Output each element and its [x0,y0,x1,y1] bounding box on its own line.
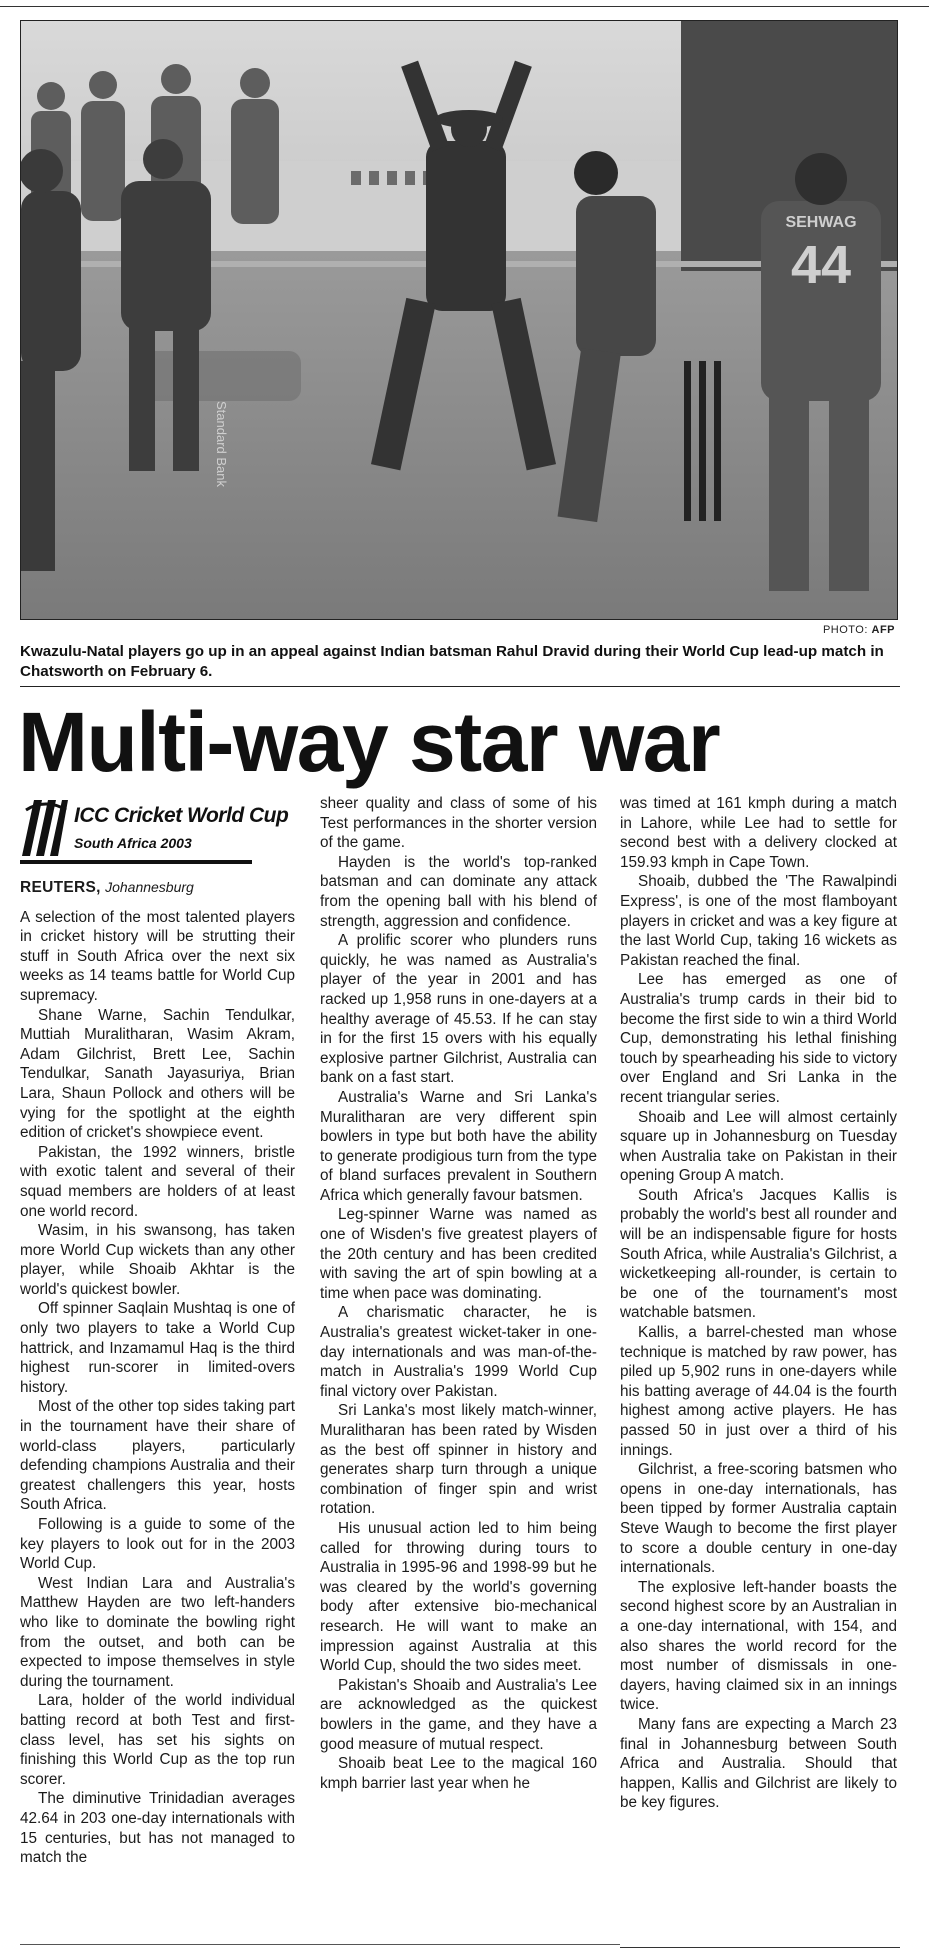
paragraph: A selection of the most talented players in cricket history will be strutting their stuff in South Africa over the next six weeks as 14 teams battle for World Cup supremacy. [20,908,295,1004]
paragraph: Shane Warne, Sachin Tendulkar, Muttiah Muralitharan, Wasim Akram, Adam Gilchrist, Brett Lee, Sachin Tendulkar, Sanath Jayasuriya, Brian Lara, Shaun Pollock and others will be vying for the spotlight at the eighth edition of cricket's showpiece event. [20,1006,295,1142]
paragraph: Australia's Warne and Sri Lanka's Muralitharan are very different spin bowlers in type but both have the ability to generate prodigious turn from the type of bland surfaces prevalent in Southern Africa which generally favour batsmen. [320,1088,597,1204]
agency: REUTERS, [20,879,101,896]
paragraph: was timed at 161 kmph during a match in Lahore, while Lee had to settle for second best with a delivery clocked at 159.93 kmph in Cape Town. [620,795,897,871]
credit-label: PHOTO: [822,624,868,636]
paragraph: Wasim, in his swansong, has taken more World Cup wickets than any other player, while Shoaib Akhtar is the world's quickest bowler. [20,1222,295,1298]
paragraph: Many fans are expecting a March 23 final in Johannesburg between South Africa and Australia. Should that happen, Kallis and Gilchrist are likely to be key figures. [620,1715,897,1812]
paragraph: sheer quality and class of some of his Test performances in the shorter version of the game. [320,795,597,852]
logo-subtitle: South Africa 2003 [74,835,192,851]
paragraph: Most of the other top sides taking part in the tournament have their share of world-class players, particularly defending champions Australia and their greatest challengers this year, hosts South Africa. [20,1398,295,1514]
paragraph: Following is a guide to some of the key players to look out for in the 2003 World Cup. [20,1516,295,1573]
dateline-city: Johannesburg [105,879,194,895]
photo-credit [823,624,895,636]
logo-bar [20,860,252,864]
paragraph: West Indian Lara and Australia's Matthew Hayden are two left-handers who like to dominate the bowling right from the outset, and both can be expected to impose themselves in style during the tournament. [20,1574,295,1690]
logo-title: ICC Cricket World Cup [74,804,289,827]
paragraph: Sri Lanka's most likely match-winner, Muralitharan has been rated by Wisden as the best off spinner in history and generates sharp turn through a unique combination of finger spin and wrist rotation. [320,1402,597,1518]
sponsor-text: Standard Bank [214,401,229,488]
column-1 [20,796,295,1868]
paragraph: South Africa's Jacques Kallis is probably the world's best all rounder and will be an indispensable figure for hosts South Africa, while Australia's Gilchrist, a wicketkeeping all-rounder, is certain to be one of the tournament's most watchable batsmen. [620,1186,897,1322]
paragraph: A prolific scorer who plunders runs quickly, he was named as Australia's player of the year in 2001 and has racked up 1,958 runs in one-dayers at a healthy average of 45.53. If he can stay in for the first 15 overs with his equally explosive partner Gilchrist, Australia can bank on a fast start. [320,932,597,1087]
dateline [20,878,295,898]
paragraph: Shoaib and Lee will almost certainly square up in Johannesburg on Tuesday when Australia take on Pakistan in their opening Group A match. [620,1108,897,1185]
paragraph: Kallis, a barrel-chested man whose technique is matched by raw power, has piled up 5,902 runs in one-dayers while his batting average of 44.04 is the fourth highest among active players. He has passed 50 in just over a third of his innings. [620,1324,897,1459]
paragraph: Gilchrist, a free-scoring batsmen who opens in one-day internationals, has been tipped by former Australia captain Steve Waugh to become the first player to score a double century in one-day internationals. [620,1461,897,1577]
jersey-number: 44 [790,235,852,295]
news-photo [20,20,898,620]
paragraph: His unusual action led to him being called for throwing during tours to Australia in 1995-96 and 1998-99 but he was cleared by the world's governing body after extensive bio-mechanical research. He will want to make an impression against Australia at this World Cup, should the two sides meet. [320,1519,597,1675]
cricket-appeal-photo [21,21,897,619]
bottom-rule [620,1947,900,1948]
paragraph: A charismatic character, he is Australia's greatest wicket-taker in one-day internationals and was man-of-the-match in Australia's 1999 World Cup final victory over Pakistan. [320,1304,597,1400]
column-3 [620,794,897,1813]
photo-caption: Kwazulu-Natal players go up in an appeal against Indian batsman Rahul Dravid during their World Cup lead-up match in Chatsworth on February 6. [20,643,884,680]
paragraph: Lara, holder of the world individual batting record at both Test and first-class level, has set his sights on finishing this World Cup as the top run scorer. [20,1692,295,1788]
paragraph: Pakistan's Shoaib and Australia's Lee are acknowledged as the quickest bowlers in the game, and they have a good measure of mutual respect. [320,1676,597,1753]
paragraph: Lee has emerged as one of Australia's trump cards in their bid to become the first side to win a third World Cup, demonstrating his lethal finishing touch by spearheading his side to victory over England and Sri Lanka in the recent triangular series. [620,971,897,1106]
paragraph: Shoaib beat Lee to the magical 160 kmph barrier last year when he [320,1755,597,1792]
jersey-name: SEHWAG [785,214,857,231]
paragraph: The explosive left-hander boasts the second highest score by an Australian in a one-day international, with 154, and also shares the world record for the most number of dismissals in one-dayers, having claimed six in an innings twice. [620,1578,897,1714]
cwc-logo [20,796,295,872]
paragraph: Pakistan, the 1992 winners, bristle with exotic talent and several of their squad members are holders of at least one world record. [20,1143,295,1220]
paragraph: Leg-spinner Warne was named as one of Wisden's five greatest players of the 20th century and has been credited with saving the art of spin bowling at a time when pace was dominating. [320,1206,597,1302]
paragraph: The diminutive Trinidadian averages 42.64 in 203 one-day internationals with 15 centuries, but has not managed to match the [20,1790,295,1867]
caption-rule [20,686,900,687]
top-rule [0,6,929,7]
paragraph: Off spinner Saqlain Mushtaq is one of only two players to take a World Cup hattrick, and Inzamamul Haq is the third highest run-scorer in limited-overs history. [20,1300,295,1396]
headline: Multi-way star war [18,695,720,789]
paragraph: Hayden is the world's top-ranked batsman and can dominate any attack from the opening ball with his blend of strength, aggression and confidence. [320,853,597,930]
column-2 [320,794,597,1793]
credit-source: AFP [871,624,895,636]
next-item-strip [20,1944,620,1957]
paragraph: Shoaib, dubbed the 'The Rawalpindi Express', is one of the most flamboyant players in cricket and was a key figure at the last World Cup, taking 16 wickets as Pakistan reached the final. [620,873,897,969]
icc-logo-icon [20,796,70,858]
